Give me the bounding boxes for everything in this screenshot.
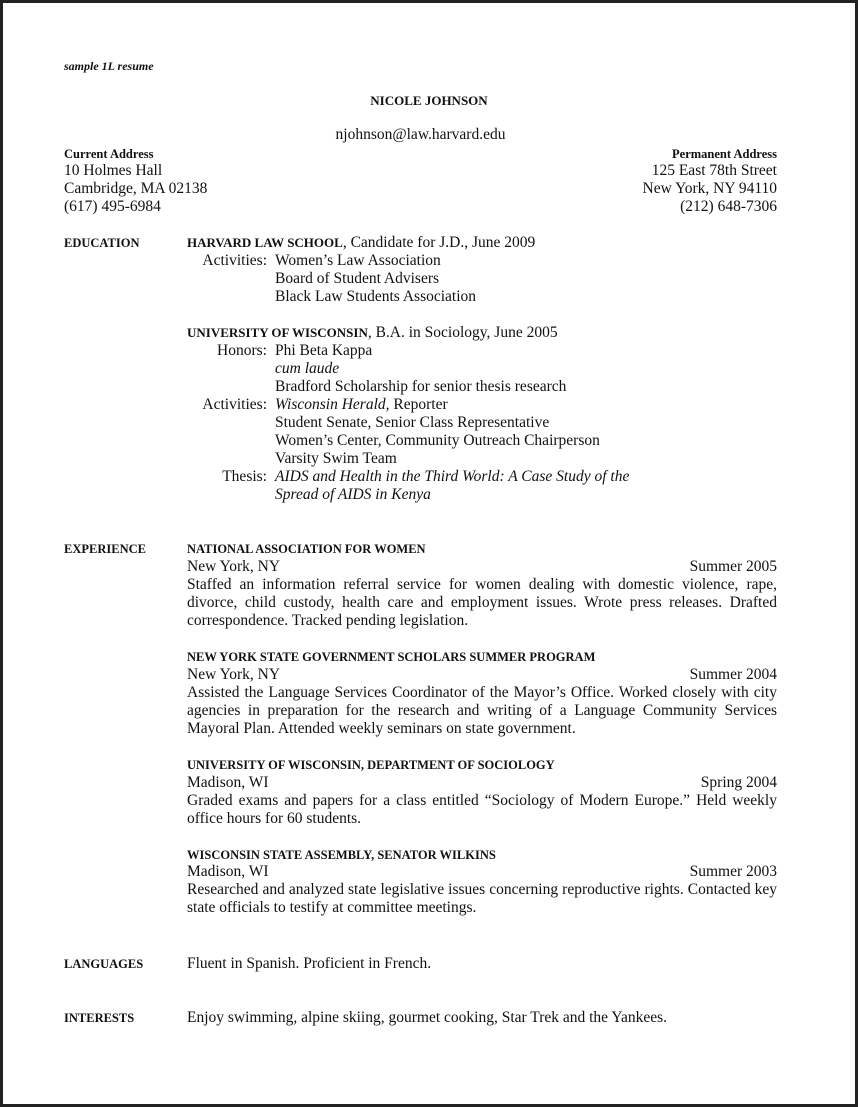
current-address-line: 10 Holmes Hall: [64, 162, 163, 179]
email-address: njohnson@law.harvard.edu: [335, 126, 506, 143]
languages-text: Fluent in Spanish. Proficient in French.: [187, 955, 432, 972]
thesis-line: Spread of AIDS in Kenya: [275, 486, 431, 503]
honor-item: Phi Beta Kappa: [275, 342, 373, 359]
activity-item: Black Law Students Association: [275, 288, 477, 305]
job-date: Summer 2003: [689, 863, 777, 880]
harvard-detail: , Candidate for J.D., June 2009: [342, 234, 536, 251]
current-address-line: (617) 495-6984: [64, 198, 161, 215]
honor-item: Bradford Scholarship for senior thesis research: [275, 378, 567, 395]
honors-list: [275, 342, 566, 396]
permanent-address-line: 125 East 78th Street: [651, 162, 777, 179]
job-location: New York, NY: [187, 558, 281, 575]
permanent-address-line: New York, NY 94110: [642, 180, 777, 197]
harvard-school: HARVARD LAW SCHOOL: [187, 235, 343, 250]
thesis-title: [275, 468, 629, 504]
job-org: WISCONSIN STATE ASSEMBLY, SENATOR WILKINS: [187, 848, 496, 862]
current-address-block: [64, 146, 207, 216]
languages-heading: LANGUAGES: [64, 957, 144, 971]
current-address-line: Cambridge, MA 02138: [64, 180, 208, 197]
job-description: Staffed an information referral service for women dealing with domestic violence, rape, divorce, child custody, health care and employment issues. Wrote press releases. Drafted correspondence. Tracked pending legislation.: [187, 576, 777, 629]
job-org: NATIONAL ASSOCIATION FOR WOMEN: [187, 542, 426, 556]
interests-heading: INTERESTS: [64, 1011, 135, 1025]
wisconsin-school: UNIVERSITY OF WISCONSIN: [187, 325, 368, 340]
harvard-activities-label: Activities:: [202, 252, 267, 269]
job-location: Madison, WI: [187, 863, 269, 880]
thesis-line: AIDS and Health in the Third World: A Case Study of the: [275, 468, 630, 485]
wisconsin-activities-list: [275, 396, 600, 468]
honor-item: cum laude: [275, 360, 340, 377]
job-date: Summer 2004: [689, 666, 777, 683]
activity-item: Women’s Center, Community Outreach Chairperson: [275, 432, 600, 449]
activity-item: [275, 396, 600, 414]
job-date: Spring 2004: [700, 774, 777, 791]
education-heading: EDUCATION: [64, 236, 140, 250]
activity-item: Women’s Law Association: [275, 252, 441, 269]
activity-item: Varsity Swim Team: [275, 450, 397, 467]
job-location: New York, NY: [187, 666, 281, 683]
job-date: Summer 2005: [689, 558, 777, 575]
permanent-address-line: (212) 648-7306: [680, 198, 777, 215]
resume-caption: sample 1L resume: [64, 59, 154, 73]
job-description: Researched and analyzed state legislative issues concerning reproductive rights. Contacted key state officials to testify at committee meetings.: [187, 881, 777, 916]
job-org: NEW YORK STATE GOVERNMENT SCHOLARS SUMMER PROGRAM: [187, 650, 596, 664]
candidate-name: NICOLE JOHNSON: [370, 93, 488, 108]
job-location: Madison, WI: [187, 774, 269, 791]
experience-heading: EXPERIENCE: [64, 542, 146, 556]
wisconsin-entry: [187, 324, 558, 342]
activity-item: Student Senate, Senior Class Representative: [275, 414, 550, 431]
permanent-address-title: Permanent Address: [672, 147, 777, 161]
activity-item: Board of Student Advisers: [275, 270, 440, 287]
harvard-activities-list: [275, 252, 476, 306]
permanent-address-block: [643, 146, 777, 216]
job-description: Assisted the Language Services Coordinator of the Mayor’s Office. Worked closely with city agencies in preparation for the research and writing of a Language Community Services Mayoral Plan. Attended weekly seminars on state government.: [187, 684, 777, 737]
job-org: UNIVERSITY OF WISCONSIN, DEPARTMENT OF SOCIOLOGY: [187, 758, 555, 772]
activity-italic: Wisconsin Herald,: [275, 396, 390, 413]
honors-label: Honors:: [217, 342, 267, 359]
thesis-label: Thesis:: [222, 468, 267, 485]
harvard-entry: [187, 234, 535, 252]
wisconsin-detail: , B.A. in Sociology, June 2005: [367, 324, 558, 341]
wisconsin-activities-label: Activities:: [202, 396, 267, 413]
activity-rest: Reporter: [389, 396, 448, 413]
current-address-title: Current Address: [64, 147, 154, 161]
job-description: Graded exams and papers for a class entitled “Sociology of Modern Europe.” Held weekly office hours for 60 students.: [187, 792, 777, 827]
interests-text: Enjoy swimming, alpine skiing, gourmet cooking, Star Trek and the Yankees.: [187, 1009, 668, 1026]
